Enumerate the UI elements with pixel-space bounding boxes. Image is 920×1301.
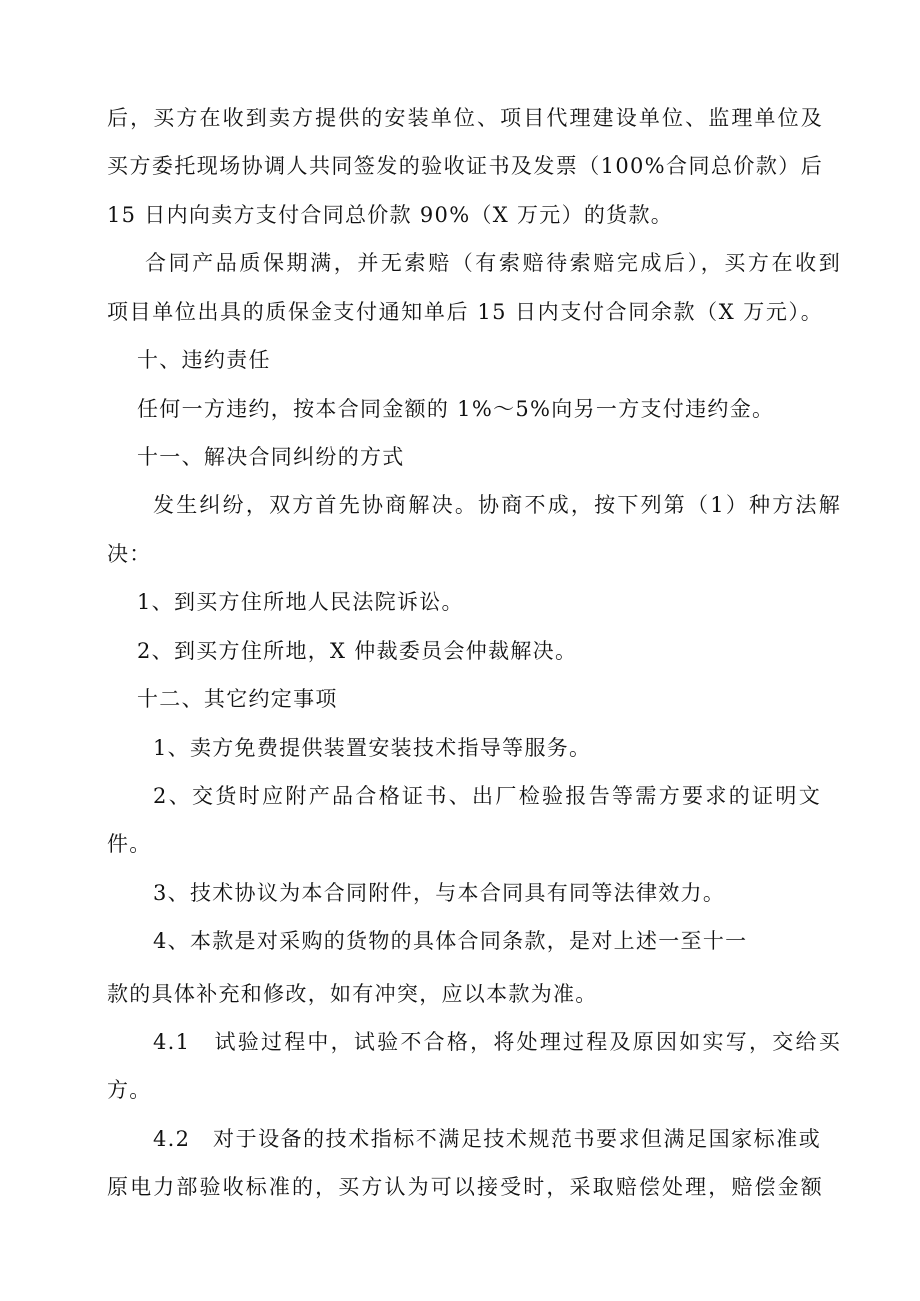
text-line: 15 日内向卖方支付合同总价款 90%（X 万元）的货款。 (107, 203, 674, 227)
text-line: 件。 (107, 832, 152, 856)
section-heading: 十一、解决合同纠纷的方式 (137, 445, 405, 469)
text-line: 方。 (107, 1078, 152, 1102)
section-heading: 十、违约责任 (137, 348, 271, 372)
text-line: 1、卖方免费提供装置安装技术指导等服务。 (153, 736, 592, 760)
text-line: 原电力部验收标准的，买方认为可以接受时，采取赔偿处理，赔偿金额 (107, 1175, 823, 1199)
text-line: 后，买方在收到卖方提供的安装单位、项目代理建设单位、监理单位及 (107, 106, 823, 130)
text-line: 4、本款是对采购的货物的具体合同条款，是对上述一至十一 (153, 929, 748, 953)
text-line: 买方委托现场协调人共同签发的验收证书及发票（100%合同总价款）后 (107, 154, 823, 178)
text-line: 4.1 试验过程中，试验不合格，将处理过程及原因如实写，交给买 (153, 1030, 841, 1054)
text-line: 款的具体补充和修改，如有冲突，应以本款为准。 (107, 982, 598, 1006)
text-line: 2、到买方住所地，X 仲裁委员会仲裁解决。 (137, 639, 578, 663)
text-line: 任何一方违约，按本合同金额的 1%～5%向另一方支付违约金。 (137, 397, 775, 421)
text-line: 1、到买方住所地人民法院诉讼。 (137, 590, 464, 614)
text-line: 决： (107, 542, 152, 566)
text-line: 合同产品质保期满，并无索赔（有索赔待索赔完成后），买方在收到 (145, 251, 841, 275)
text-line: 3、技术协议为本合同附件，与本合同具有同等法律效力。 (153, 881, 726, 905)
text-line: 2、交货时应附产品合格证书、出厂检验报告等需方要求的证明文 (153, 784, 821, 808)
text-line: 发生纠纷，双方首先协商解决。协商不成，按下列第（1）种方法解 (153, 493, 841, 517)
text-line: 项目单位出具的质保金支付通知单后 15 日内支付合同余款（X 万元）。 (107, 300, 823, 324)
text-line: 4.2 对于设备的技术指标不满足技术规范书要求但满足国家标准或 (153, 1127, 821, 1151)
section-heading: 十二、其它约定事项 (137, 687, 338, 711)
